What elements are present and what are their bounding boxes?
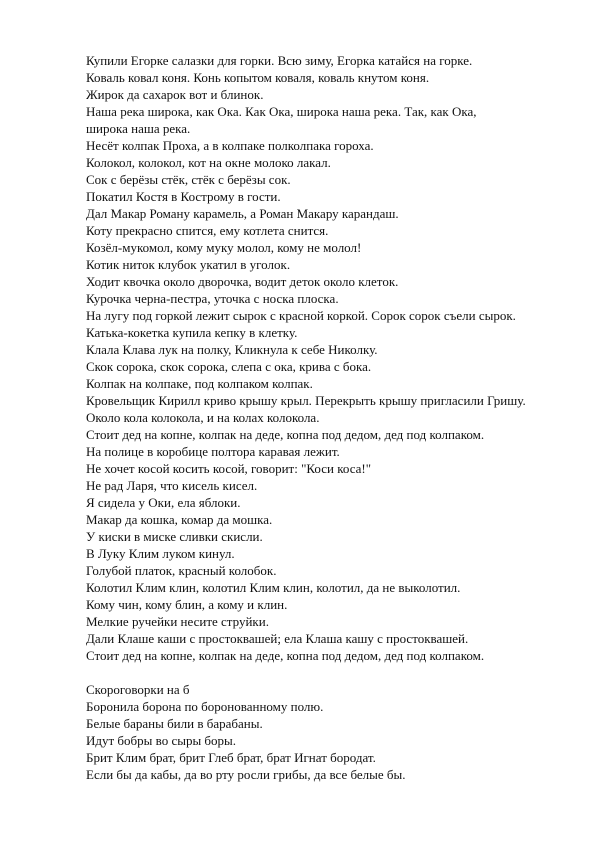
text-line: Стоит дед на копне, колпак на деде, копна под дедом, дед под колпаком.	[86, 427, 485, 442]
text-line: Несёт колпак Проха, а в колпаке полколпака гороха.	[86, 138, 374, 153]
text-line: Мелкие ручейки несите струйки.	[86, 614, 269, 629]
text-body	[86, 52, 556, 783]
text-line: Коту прекрасно спится, ему котлета снится.	[86, 223, 329, 238]
text-line: Сок с берёзы стёк, стёк с берёзы сок.	[86, 172, 291, 187]
text-line: Около кола колокола, и на колах колокола.	[86, 410, 320, 425]
text-line: Макар да кошка, комар да мошка.	[86, 512, 273, 527]
text-line: Не рад Ларя, что кисель кисел.	[86, 478, 258, 493]
text-line: Кому чин, кому блин, а кому и клин.	[86, 597, 288, 612]
text-line: Белые бараны били в барабаны.	[86, 716, 263, 731]
text-line: Курочка черна-пестра, уточка с носка плоска.	[86, 291, 339, 306]
text-line: Катька-кокетка купила кепку в клетку.	[86, 325, 298, 340]
tongue-twisters-b-section	[86, 681, 556, 783]
text-line: На лугу под горкой лежит сырок с красной коркой. Сорок сорок съели сырок.	[86, 308, 516, 323]
text-line: Голубой платок, красный колобок.	[86, 563, 277, 578]
text-line: Стоит дед на копне, колпак на деде, копна под дедом, дед под колпаком.	[86, 648, 485, 663]
text-line: Не хочет косой косить косой, говорит: "Коси коса!"	[86, 461, 372, 476]
text-line: Козёл-мукомол, кому муку молол, кому не молол!	[86, 240, 362, 255]
text-line: Колотил Клим клин, колотил Клим клин, колотил, да не выколотил.	[86, 580, 461, 595]
text-line: В Луку Клим луком кинул.	[86, 546, 235, 561]
text-line: Жирок да сахарок вот и блинок.	[86, 87, 264, 102]
text-line: Колпак на колпаке, под колпаком колпак.	[86, 376, 313, 391]
text-line: Дали Клаше каши с простоквашей; ела Клаша кашу с простоквашей.	[86, 631, 469, 646]
text-line: Дал Макар Роману карамель, а Роман Макару карандаш.	[86, 206, 399, 221]
section-heading: Скороговорки на б	[86, 682, 190, 697]
text-line: На полице в коробице полтора каравая лежит.	[86, 444, 340, 459]
text-line: Я сидела у Оки, ела яблоки.	[86, 495, 241, 510]
text-line: Боронила борона по боронованному полю.	[86, 699, 324, 714]
section-gap	[86, 664, 556, 681]
text-line: Покатил Костя в Кострому в гости.	[86, 189, 281, 204]
text-line: Купили Егорке салазки для горки. Всю зиму, Егорка катайся на горке.	[86, 53, 473, 68]
text-line: Колокол, колокол, кот на окне молоко лакал.	[86, 155, 331, 170]
text-line: Клала Клава лук на полку, Кликнула к себе Николку.	[86, 342, 378, 357]
text-line: Котик ниток клубок укатил в уголок.	[86, 257, 291, 272]
text-line: Коваль ковал коня. Конь копытом коваля, коваль кнутом коня.	[86, 70, 430, 85]
text-line: Скок сорока, скок сорока, слепа с ока, крива с бока.	[86, 359, 372, 374]
text-line: Кровельщик Кирилл криво крышу крыл. Перекрыть крышу пригласили Гришу.	[86, 393, 526, 408]
text-line: Брит Клим брат, брит Глеб брат, брат Игнат бородат.	[86, 750, 376, 765]
tongue-twisters-section	[86, 52, 556, 664]
text-line: У киски в миске сливки скисли.	[86, 529, 263, 544]
text-line: Если бы да кабы, да во рту росли грибы, да все белые бы.	[86, 767, 406, 782]
text-line: Наша река широка, как Ока. Как Ока, широка наша река. Так, как Ока,	[86, 104, 477, 119]
text-line: Идут бобры во сыры боры.	[86, 733, 237, 748]
text-line: широка наша река.	[86, 121, 191, 136]
text-line: Ходит квочка около дворочка, водит деток около клеток.	[86, 274, 399, 289]
